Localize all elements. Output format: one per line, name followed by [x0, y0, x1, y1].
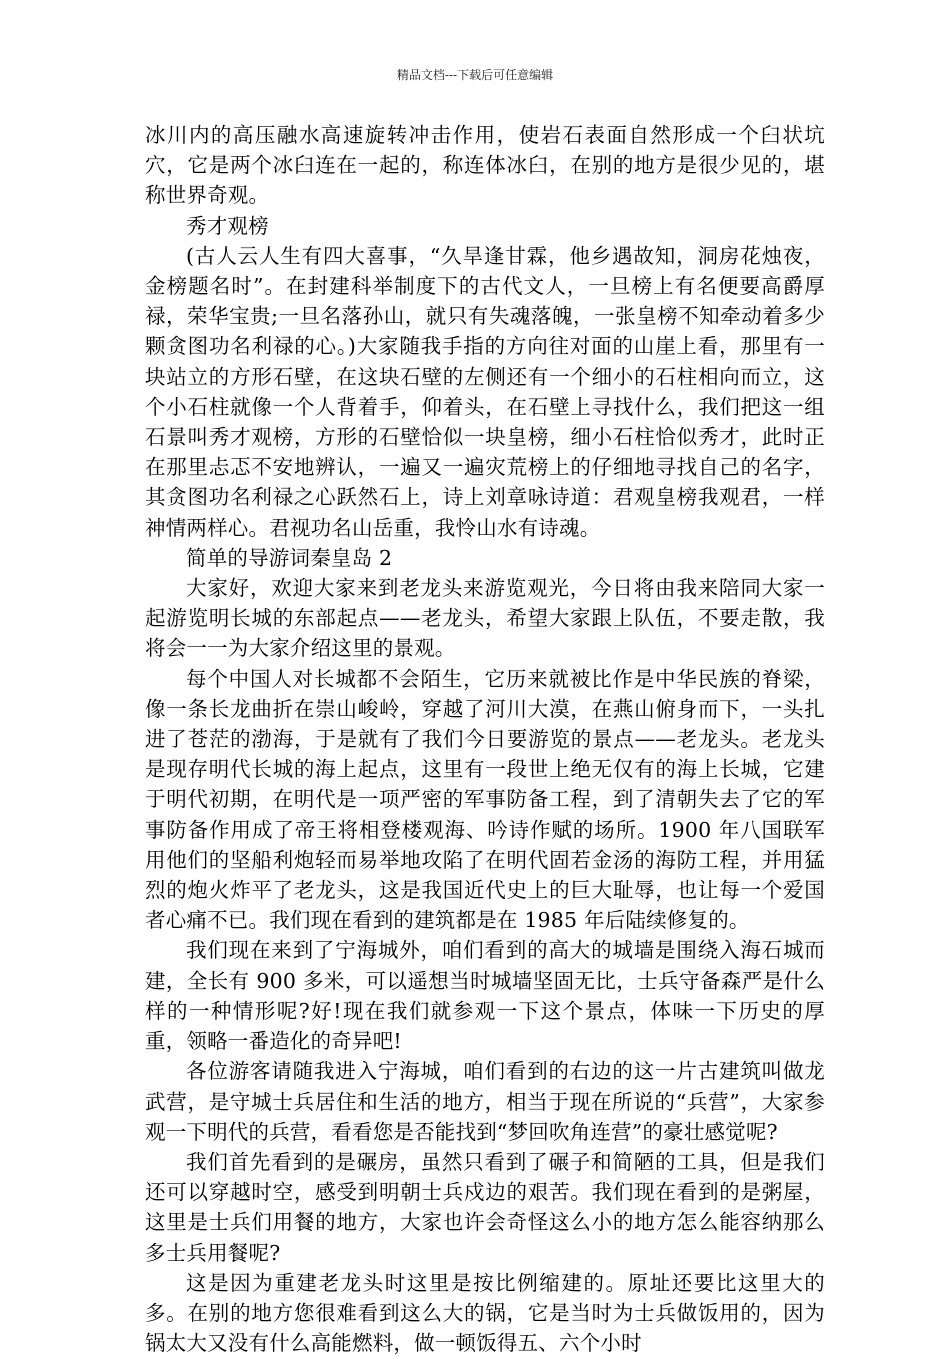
document-body	[145, 120, 825, 1358]
body-paragraph: (古人云人生有四大喜事，“久旱逢甘霖，他乡遇故知，洞房花烛夜，金榜题名时”。在封建科举制度下的古代文人，一旦榜上有名便要高爵厚禄，荣华宝贵;一旦名落孙山，就只有失魂落魄，一张皇榜不知牵动着多少颗贪图功名利禄的心。)大家随我手指的方向往对面的山崖上看，那里有一块站立的方形石壁，在这块石壁的左侧还有一个细小的石柱相向而立，这个小石柱就像一个人背着手，仰着头，在石壁上寻找什么，我们把这一组石景叫秀才观榜，方形的石壁恰似一块皇榜，细小石柱恰似秀才，此时正在那里忐忑不安地辨认，一遍又一遍灾荒榜上的仔细地寻找自己的名字，其贪图功名利禄之心跃然石上，诗上刘章咏诗道：君观皇榜我观君，一样神情两样心。君视功名山岳重，我怜山水有诗魂。	[145, 243, 825, 540]
body-paragraph: 大家好，欢迎大家来到老龙头来游览观光，今日将由我来陪同大家一起游览明长城的东部起点——老龙头，希望大家跟上队伍，不要走散，我将会一一为大家介绍这里的景观。	[145, 576, 825, 661]
body-paragraph: 冰川内的高压融水高速旋转冲击作用，使岩石表面自然形成一个臼状坑穴，它是两个冰臼连在一起的，称连体冰臼，在别的地方是很少见的，堪称世界奇观。	[145, 123, 825, 208]
body-paragraph: 我们现在来到了宁海城外，咱们看到的高大的城墙是围绕入海石城而建，全长有 900 多米，可以遥想当时城墙坚固无比，士兵守备森严是什么样的一种情形呢?好!现在我们就参观一下这个景点，体味一下历史的厚重，领略一番造化的奇异吧!	[145, 938, 825, 1054]
page-header: 精品文档---下载后可任意编辑	[396, 68, 554, 82]
body-paragraph: 秀才观榜	[186, 213, 269, 238]
body-paragraph: 各位游客请随我进入宁海城，咱们看到的右边的这一片古建筑叫做龙武营，是守城士兵居住和生活的地方，相当于现在所说的“兵营”，大家参观一下明代的兵营，看看您是否能找到“梦回吹角连营”的豪壮感觉呢?	[145, 1059, 825, 1144]
body-paragraph: 这是因为重建老龙头时这里是按比例缩建的。原址还要比这里大的多。在别的地方您很难看到这么大的锅，它是当时为士兵做饭用的，因为锅太大又没有什么高能燃料，做一顿饭得五、六个小时	[145, 1270, 825, 1356]
body-paragraph: 每个中国人对长城都不会陌生，它历来就被比作是中华民族的脊梁，像一条长龙曲折在崇山峻岭，穿越了河川大漠，在燕山俯身而下，一头扎进了苍茫的渤海，于是就有了我们今日要游览的景点——老龙头。老龙头是现存明代长城的海上起点，这里有一段世上绝无仅有的海上长城，它建于明代初期，在明代是一项严密的军事防备工程，到了清朝失去了它的军事防备作用成了帝王将相登楼观海、吟诗作赋的场所。1900 年八国联军用他们的坚船利炮轻而易举地攻陷了在明代固若金汤的海防工程，并用猛烈的炮火炸平了老龙头，这是我国近代史上的巨大耻辱，也让每一个爱国者心痛不已。我们现在看到的建筑都是在 1985 年后陆续修复的。	[145, 666, 825, 933]
body-paragraph: 简单的导游词秦皇岛 2	[186, 545, 393, 570]
body-paragraph: 我们首先看到的是碾房，虽然只看到了碾子和简陋的工具，但是我们还可以穿越时空，感受到明朝士兵戍边的艰苦。我们现在看到的是粥屋，这里是士兵们用餐的地方，大家也许会奇怪这么小的地方怎么能容纳那么多士兵用餐呢?	[145, 1149, 825, 1265]
